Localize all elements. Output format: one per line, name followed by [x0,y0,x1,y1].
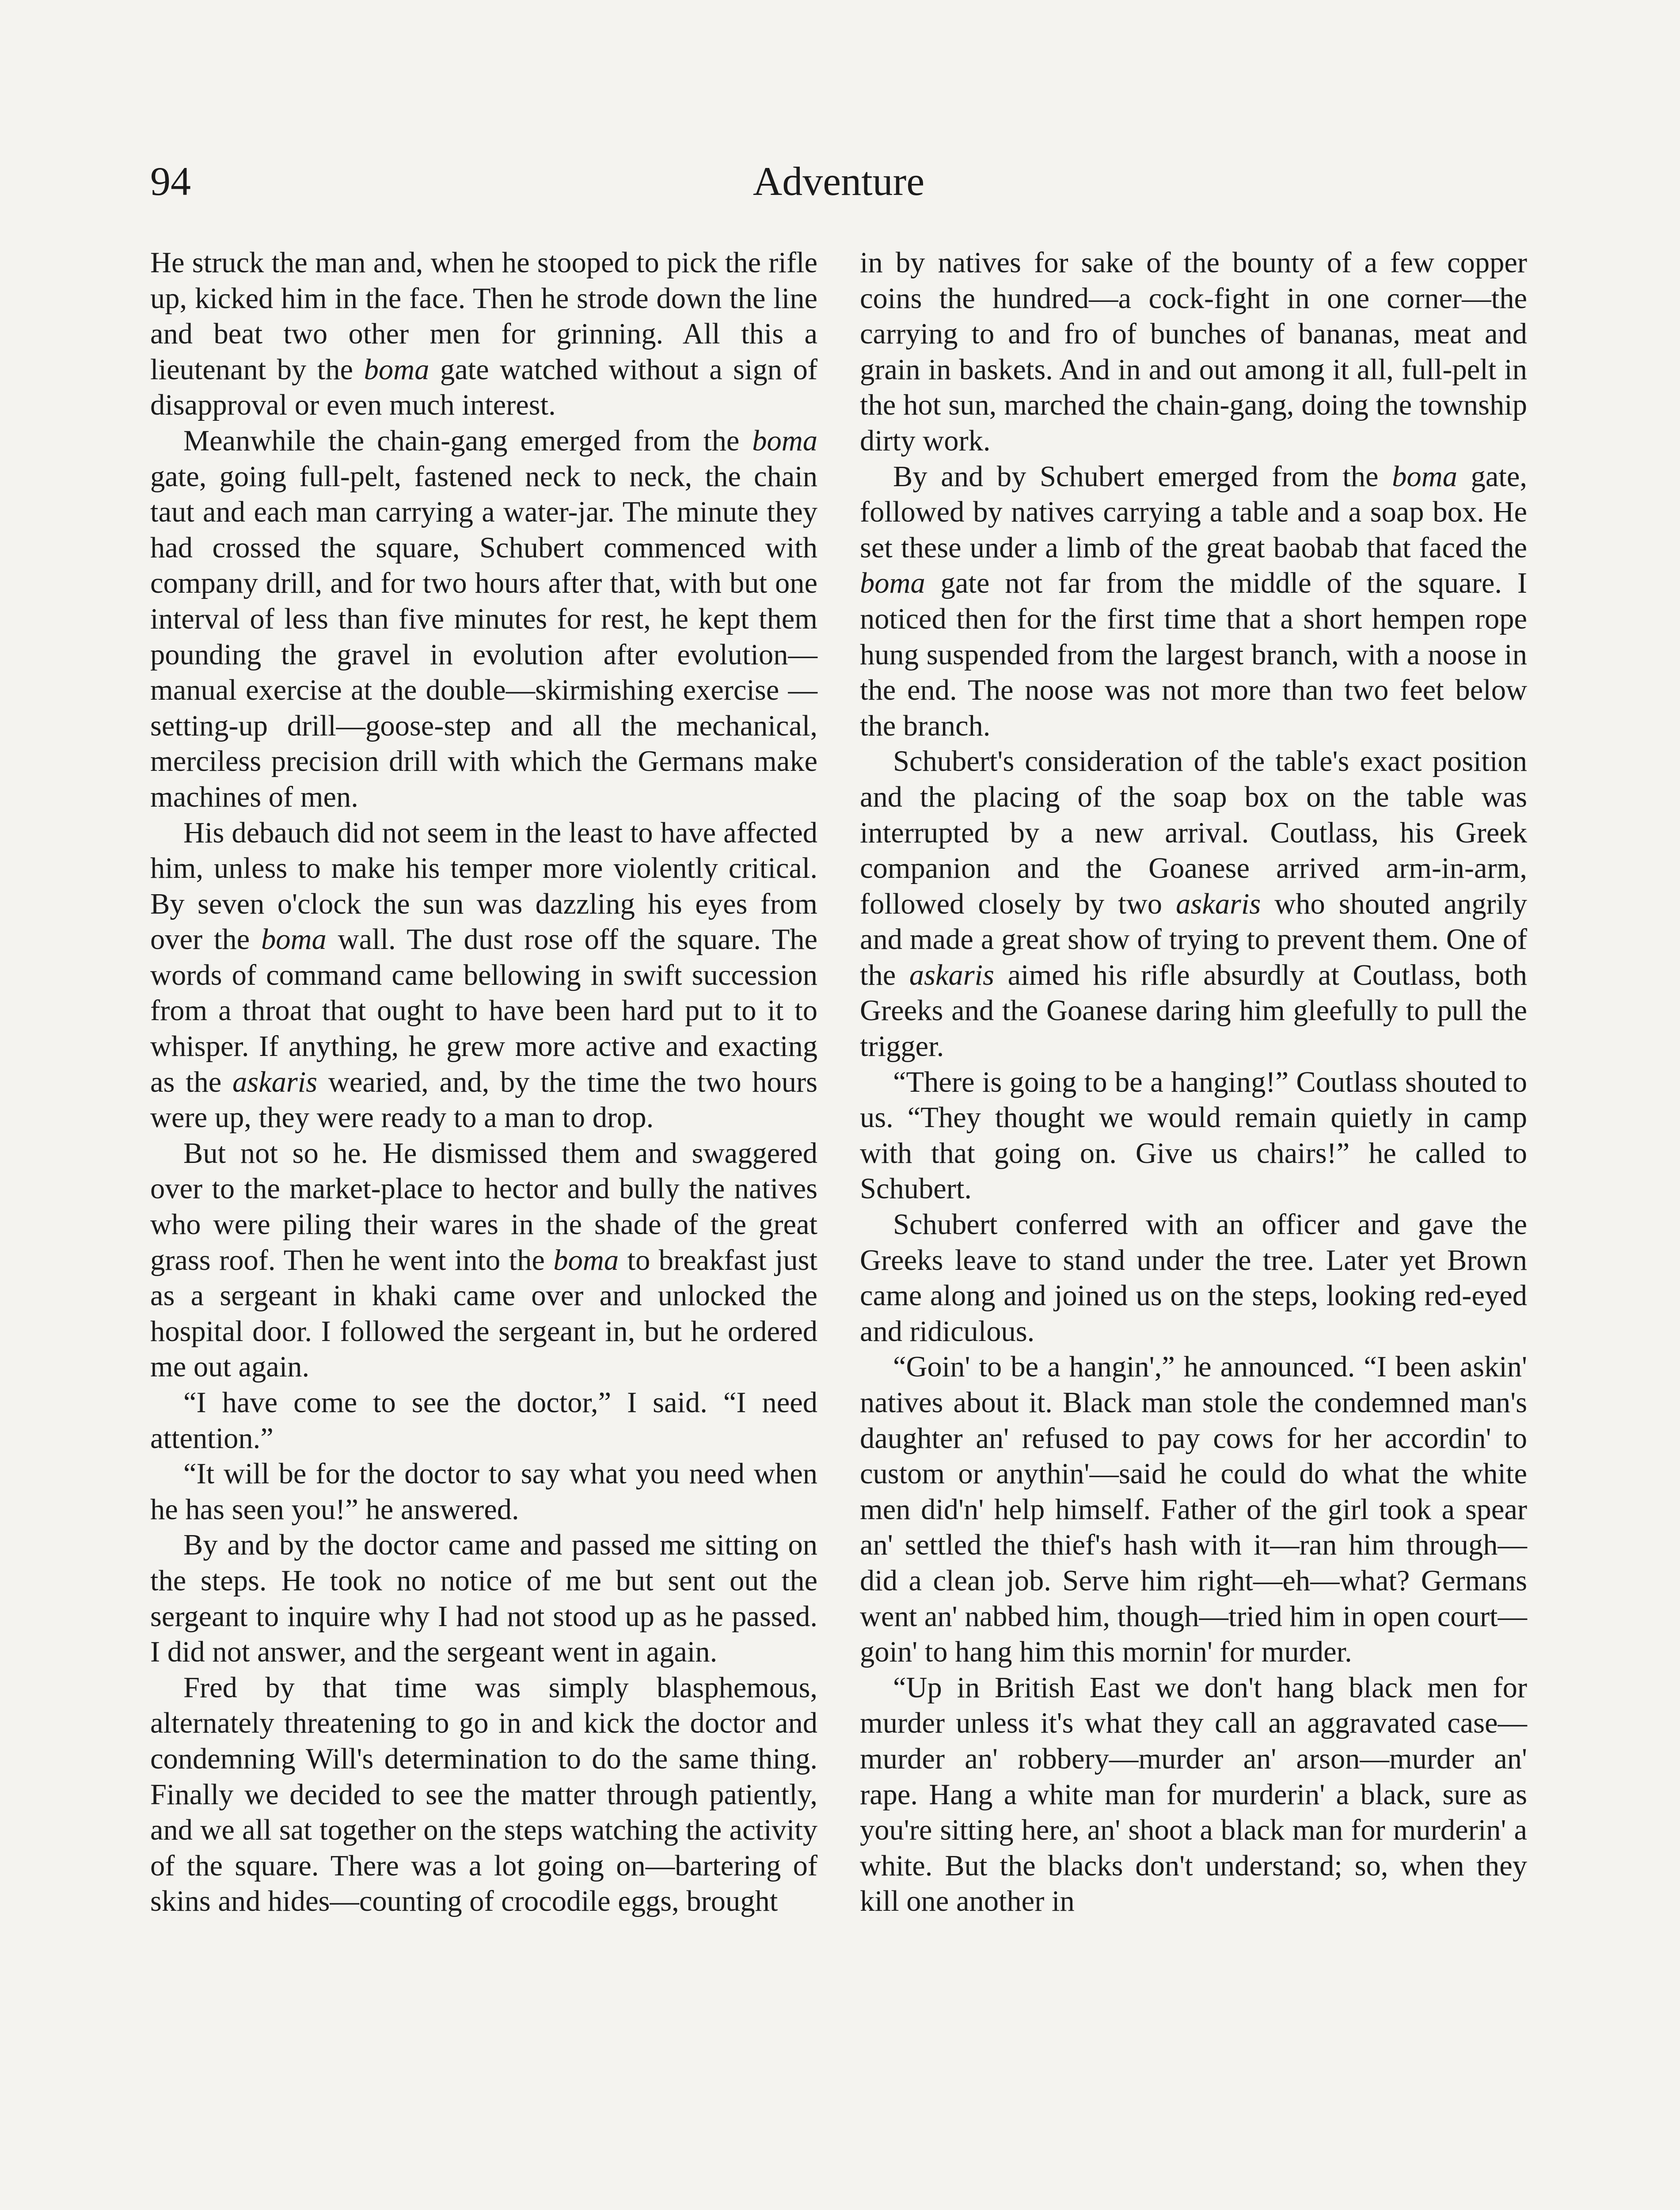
left-text-column [150,245,817,1920]
paragraph: “Goin' to be a hangin',” he announced. “I been askin' natives about it. Black man stole the condemned man's daughter an' refused to pay cows for her accordin' to custom or anythin'—said he could do what the white men did'n' help himself. Father of the girl took a spear an' settled the thief's hash with it—ran him through—did a clean job. Serve him right—eh—what? Germans went an' nabbed him, though—tried him in open court—goin' to hang him this mornin' for murder. [860,1351,1527,1669]
paragraph: Schubert conferred with an officer and gave the Greeks leave to stand under the tree. Later yet Brown came along and joined us on the steps, looking red-eyed and ridiculous. [860,1208,1527,1348]
paragraph: By and by the doctor came and passed me sitting on the steps. He took no notice of me but sent out the sergeant to inquire why I had not stood up as he passed. I did not answer, and the sergeant went in again. [150,1529,817,1669]
page-number: 94 [150,159,191,204]
right-text-column [860,245,1527,1920]
paragraph: “Up in British East we don't hang black men for murder unless it's what they call an aggravated case—murder an' robbery—murder an' arson—murder an' rape. Hang a white man for murderin' a black, sure as you're sitting here, an' shoot a black man for murderin' a white. But the blacks don't understand; so, when they kill one another in [860,1671,1527,1918]
paragraph: in by natives for sake of the bounty of a few copper coins the hundred—a cock-fight in one corner—the carrying to and fro of bunches of bananas, meat and grain in baskets. And in and out among it all, full-pelt in the hot sun, marched the chain-gang, doing the township dirty work. [860,247,1527,457]
paragraph: His debauch did not seem in the least to have affected him, unless to make his temper more violently critical. By seven o'clock the sun was dazzling his eyes from over the boma wall. The dust rose off the square. The words of command came bellowing in swift succession from a throat that ought to have been hard put to it to whisper. If anything, he grew more active and exacting as the askaris wearied, and, by the time the two hours were up, they were ready to a man to drop. [150,816,817,1134]
paragraph: By and by Schubert emerged from the boma gate, followed by natives carrying a table and a soap box. He set these under a limb of the great baobab that faced the boma gate not far from the middle of the square. I noticed then for the first time that a short hempen rope hung suspended from the largest branch, with a noose in the end. The noose was not more than two feet below the branch. [860,460,1528,742]
paragraph: Meanwhile the chain-gang emerged from the boma gate, going full-pelt, fastened neck to neck, the chain taut and each man carrying a water-jar. The minute they had crossed the square, Schubert commenced with company drill, and for two hours after that, with but one interval of less than five minutes for rest, he kept them pounding the gravel in evolution after evolution—manual exercise at the double—skirmishing exercise —setting-up drill—goose-step and all the mechanical, merciless precision drill with which the Germans make machines of men. [150,424,817,813]
paragraph: He struck the man and, when he stooped to pick the rifle up, kicked him in the face. Then he strode down the line and beat two other men for grinning. All this a lieutenant by the boma gate watched without a sign of disapproval or even much interest. [150,247,817,422]
paragraph: “I have come to see the doctor,” I said. “I need attention.” [150,1387,817,1455]
paragraph: But not so he. He dismissed them and swaggered over to the market-place to hector and bully the natives who were piling their wares in the shade of the great grass roof. Then he went into the boma to breakfast just as a sergeant in khaki came over and unlocked the hospital door. I followed the sergeant in, but he ordered me out again. [150,1137,817,1383]
paragraph: Fred by that time was simply blasphemous, alternately threatening to go in and kick the doctor and condemning Will's determination to do the same thing. Finally we decided to see the matter through patiently, and we all sat together on the steps watching the activity of the square. There was a lot going on—bartering of skins and hides—counting of crocodile eggs, brought [150,1671,817,1918]
paragraph: “It will be for the doctor to say what you need when he has seen you!” he answered. [150,1458,817,1526]
page-header [150,150,1527,212]
paragraph: “There is going to be a hanging!” Coutlass shouted to us. “They thought we would remain quietly in camp with that going on. Give us chairs!” he called to Schubert. [860,1066,1527,1205]
running-title: Adventure [753,159,925,204]
paragraph: Schubert's consideration of the table's exact position and the placing of the soap box on the table was interrupted by a new arrival. Coutlass, his Greek companion and the Goanese arrived arm-in-arm, followed closely by two askaris who shouted angrily and made a great show of trying to prevent them. One of the askaris aimed his rifle absurdly at Coutlass, both Greeks and the Goanese daring him gleefully to pull the trigger. [860,745,1528,1063]
